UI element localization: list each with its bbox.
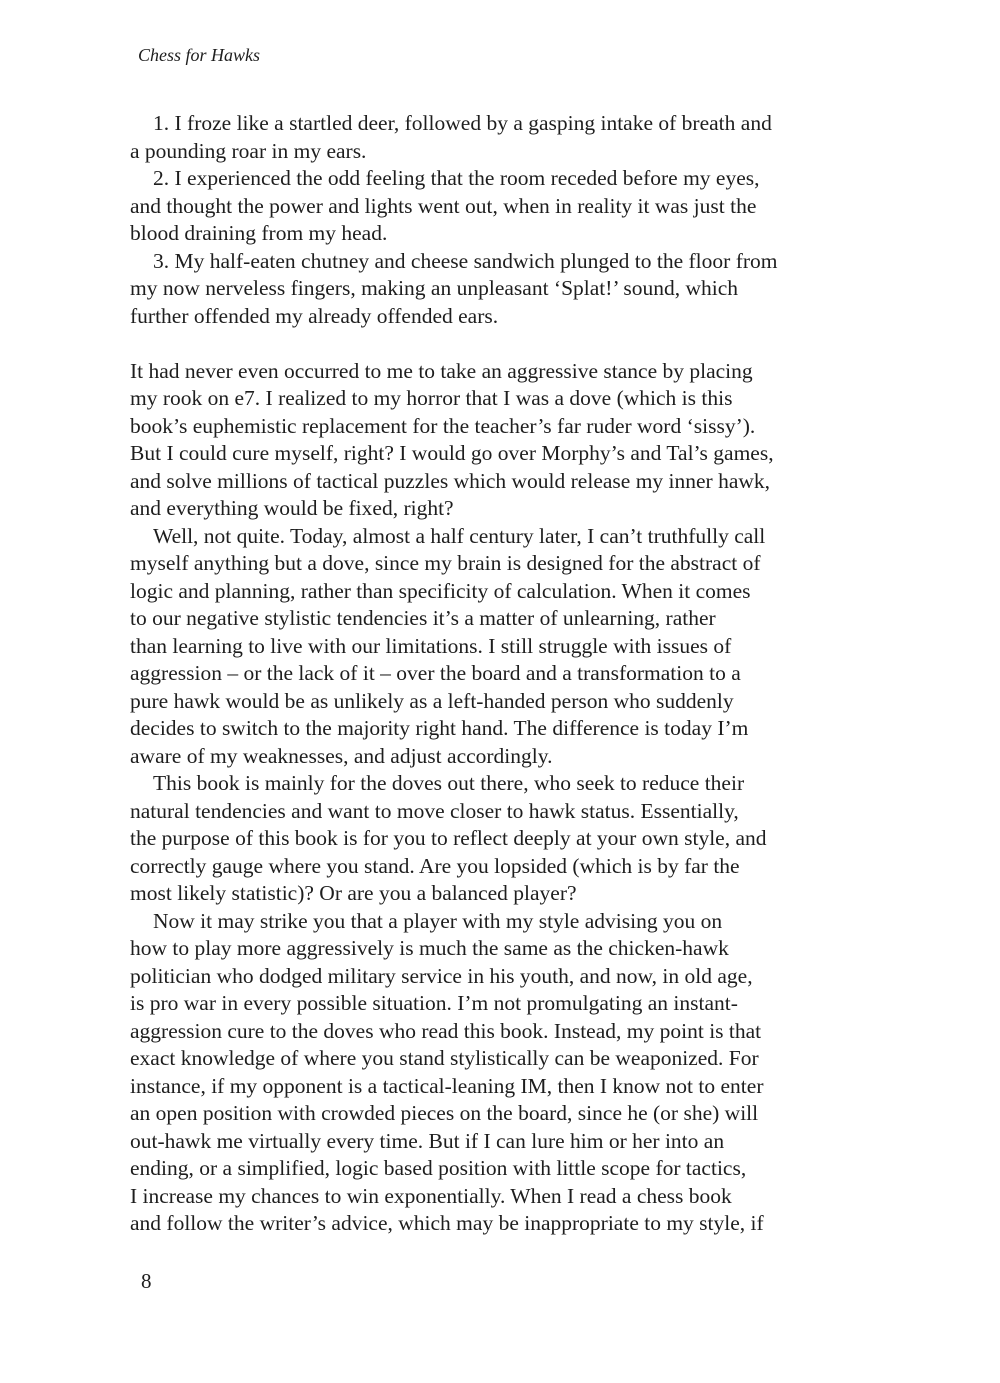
- text-line: This book is mainly for the doves out there, who seek to reduce their: [153, 771, 745, 795]
- text-line: correctly gauge where you stand. Are you lopsided (which is by far the: [130, 853, 740, 878]
- text-line: exact knowledge of where you stand stylistically can be weaponized. For: [130, 1046, 759, 1070]
- text-line: 2. I experienced the odd feeling that the room receded before my eyes,: [153, 166, 760, 190]
- paragraph-3: [130, 770, 870, 908]
- section-gap: [130, 330, 870, 358]
- text-line: 1. I froze like a startled deer, followed by a gasping intake of breath and: [153, 111, 772, 135]
- text-line: aggression cure to the doves who read this book. Instead, my point is that: [130, 1018, 762, 1043]
- text-line: pure hawk would be as unlikely as a left-handed person who suddenly: [130, 688, 734, 713]
- numbered-item-1: [130, 110, 870, 165]
- running-head: Chess for Hawks: [138, 45, 261, 65]
- text-line: and follow the writer’s advice, which may be inappropriate to my style, if: [130, 1211, 764, 1235]
- text-line: Now it may strike you that a player with my style advising you on: [153, 908, 723, 933]
- text-line: my rook on e7. I realized to my horror that I was a dove (which is this: [130, 386, 733, 410]
- text-line: aware of my weaknesses, and adjust accordingly.: [130, 743, 553, 768]
- text-line: aggression – or the lack of it – over the board and a transformation to a: [130, 661, 741, 685]
- text-line: a pounding roar in my ears.: [130, 138, 367, 163]
- text-line: is pro war in every possible situation. I’m not promulgating an instant-: [130, 991, 738, 1015]
- text-line: how to play more aggressively is much the same as the chicken-hawk: [130, 936, 729, 960]
- text-line: But I could cure myself, right? I would go over Morphy’s and Tal’s games,: [130, 441, 774, 465]
- text-line: to our negative stylistic tendencies it’s a matter of unlearning, rather: [130, 606, 716, 630]
- text-line: book’s euphemistic replacement for the teacher’s far ruder word ‘sissy’).: [130, 413, 756, 438]
- text-line: the purpose of this book is for you to reflect deeply at your own style, and: [130, 826, 767, 850]
- numbered-item-3: [130, 248, 870, 331]
- text-line: myself anything but a dove, since my brain is designed for the abstract of: [130, 551, 761, 575]
- paragraph-1: [130, 358, 870, 523]
- text-line: and thought the power and lights went out, when in reality it was just the: [130, 193, 757, 218]
- numbered-item-2: [130, 165, 870, 248]
- text-line: politician who dodged military service in his youth, and now, in old age,: [130, 963, 753, 988]
- text-line: and solve millions of tactical puzzles which would release my inner hawk,: [130, 468, 771, 493]
- text-line: I increase my chances to win exponentially. When I read a chess book: [130, 1183, 732, 1208]
- text-line: decides to switch to the majority right hand. The difference is today I’m: [130, 716, 749, 740]
- text-line: logic and planning, rather than specificity of calculation. When it comes: [130, 578, 751, 603]
- text-line: It had never even occurred to me to take an aggressive stance by placing: [130, 358, 753, 383]
- text-line: 3. My half-eaten chutney and cheese sandwich plunged to the floor from: [153, 248, 778, 273]
- text-line: natural tendencies and want to move closer to hawk status. Essentially,: [130, 798, 739, 823]
- text-line: further offended my already offended ears.: [130, 303, 499, 328]
- text-line: and everything would be fixed, right?: [130, 496, 454, 520]
- text-line: instance, if my opponent is a tactical-leaning IM, then I know not to enter: [130, 1073, 764, 1098]
- text-line: than learning to live with our limitations. I still struggle with issues of: [130, 633, 732, 658]
- text-line: Well, not quite. Today, almost a half century later, I can’t truthfully call: [153, 523, 766, 548]
- paragraph-4: [130, 908, 870, 1238]
- text-line: out-hawk me virtually every time. But if I can lure him or her into an: [130, 1128, 725, 1153]
- text-line: ending, or a simplified, logic based position with little scope for tactics,: [130, 1156, 747, 1180]
- text-line: blood draining from my head.: [130, 221, 388, 245]
- text-line: my now nerveless fingers, making an unpleasant ‘Splat!’ sound, which: [130, 276, 739, 300]
- text-line: most likely statistic)? Or are you a balanced player?: [130, 881, 577, 905]
- page-number: 8: [141, 1269, 152, 1293]
- text-line: an open position with crowded pieces on the board, since he (or she) will: [130, 1101, 759, 1125]
- paragraph-2: [130, 523, 870, 771]
- body-text: [130, 110, 870, 1238]
